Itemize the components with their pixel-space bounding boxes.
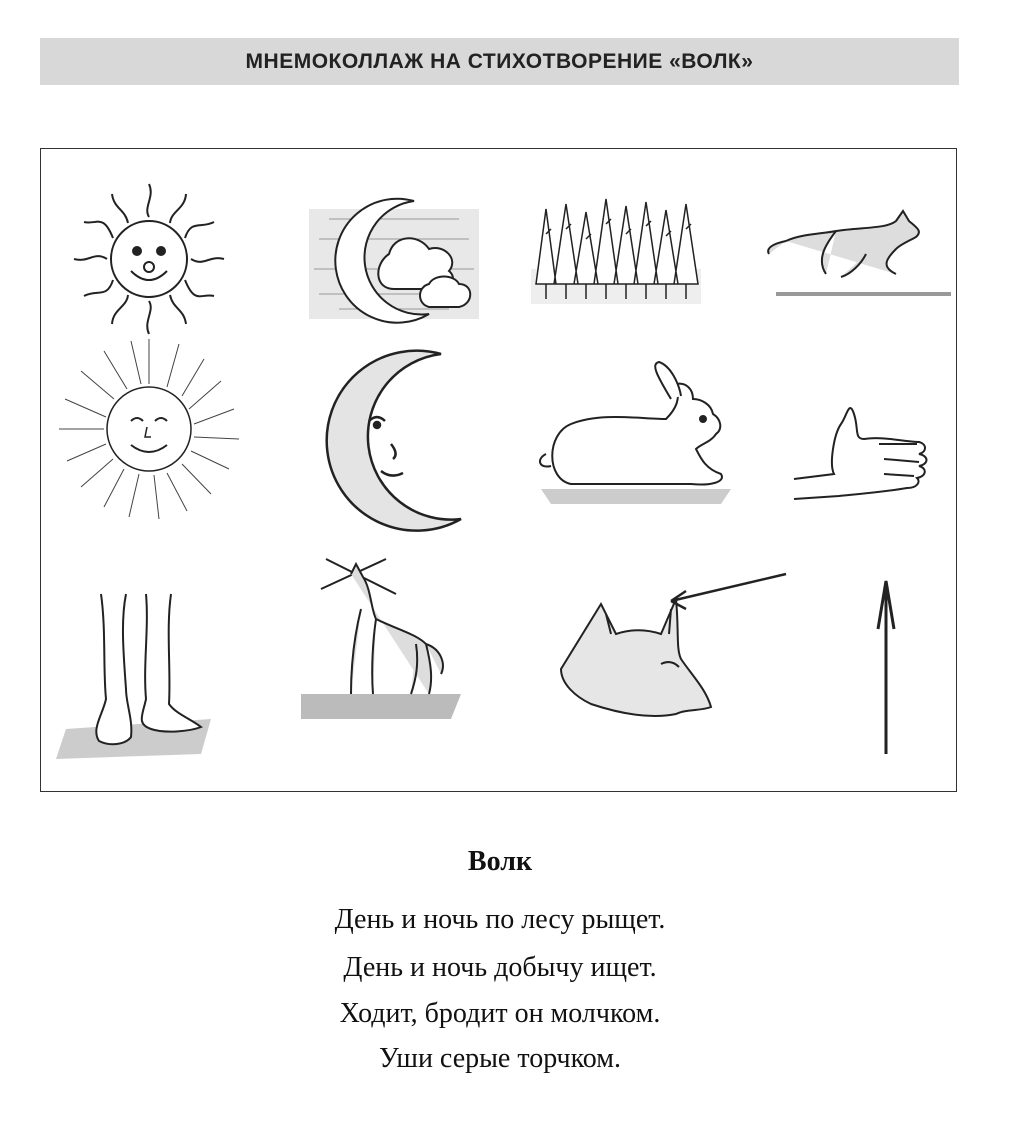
mnemo-collage [40, 148, 957, 792]
hand-icon [794, 408, 927, 499]
smiling-sun-icon [74, 184, 224, 334]
header-bar [40, 38, 959, 85]
crescent-moon-clouds-icon [309, 199, 479, 323]
poem-line-2: День и ночь добычу ищет. [343, 952, 657, 983]
page-title: МНЕМОКОЛЛАЖ НА СТИХОТВОРЕНИЕ «ВОЛК» [245, 49, 754, 73]
collage-drawings [41, 149, 958, 793]
moon-face-icon [327, 351, 461, 531]
poem-line-1: День и ночь по лесу рыщет. [334, 904, 666, 935]
wolf-head-arrow-icon [561, 574, 786, 716]
poem-line-4: Уши серые торчком. [379, 1043, 621, 1074]
poem-title: Волк [467, 846, 533, 877]
howling-wolf-icon [301, 559, 461, 719]
up-arrow-icon [878, 581, 894, 754]
poem-line-3: Ходит, бродит он молчком. [339, 998, 661, 1029]
sun-face-icon [59, 339, 239, 519]
legs-icon [56, 594, 211, 759]
running-wolf-icon [768, 211, 951, 294]
forest-icon [531, 199, 701, 304]
hare-icon [540, 362, 731, 504]
